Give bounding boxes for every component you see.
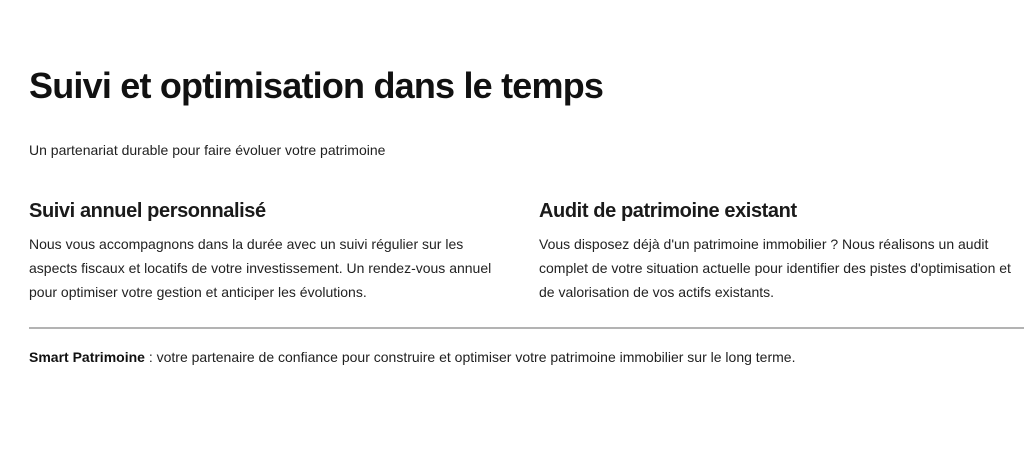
footer-statement (29, 348, 795, 366)
feature-card-text: Nous vous accompagnons dans la durée avec un suivi régulier sur les aspects fiscaux et locatifs de votre investissement. Un rendez-vous annuel pour optimiser votre gestion et anticiper les évolutions. (29, 236, 492, 300)
section-divider (29, 327, 1024, 329)
feature-card-annual-followup (29, 198, 504, 304)
footer-statement-text: : votre partenaire de confiance pour construire et optimiser votre patrimoine immobilier sur le long terme. (144, 349, 796, 365)
page-subtitle: Un partenariat durable pour faire évoluer votre patrimoine (29, 142, 386, 158)
brand-name: Smart Patrimoine (29, 349, 145, 365)
feature-card-text: Vous disposez déjà d'un patrimoine immobilier ? Nous réalisons un audit complet de votre situation actuelle pour identifier des pistes d'optimisation et de valorisation de vos actifs existants. (539, 236, 1011, 300)
feature-card-title: Suivi annuel personnalisé (29, 200, 266, 222)
page-title: Suivi et optimisation dans le temps (29, 65, 604, 106)
feature-card-audit (539, 198, 1024, 304)
feature-card-title: Audit de patrimoine existant (539, 200, 797, 222)
